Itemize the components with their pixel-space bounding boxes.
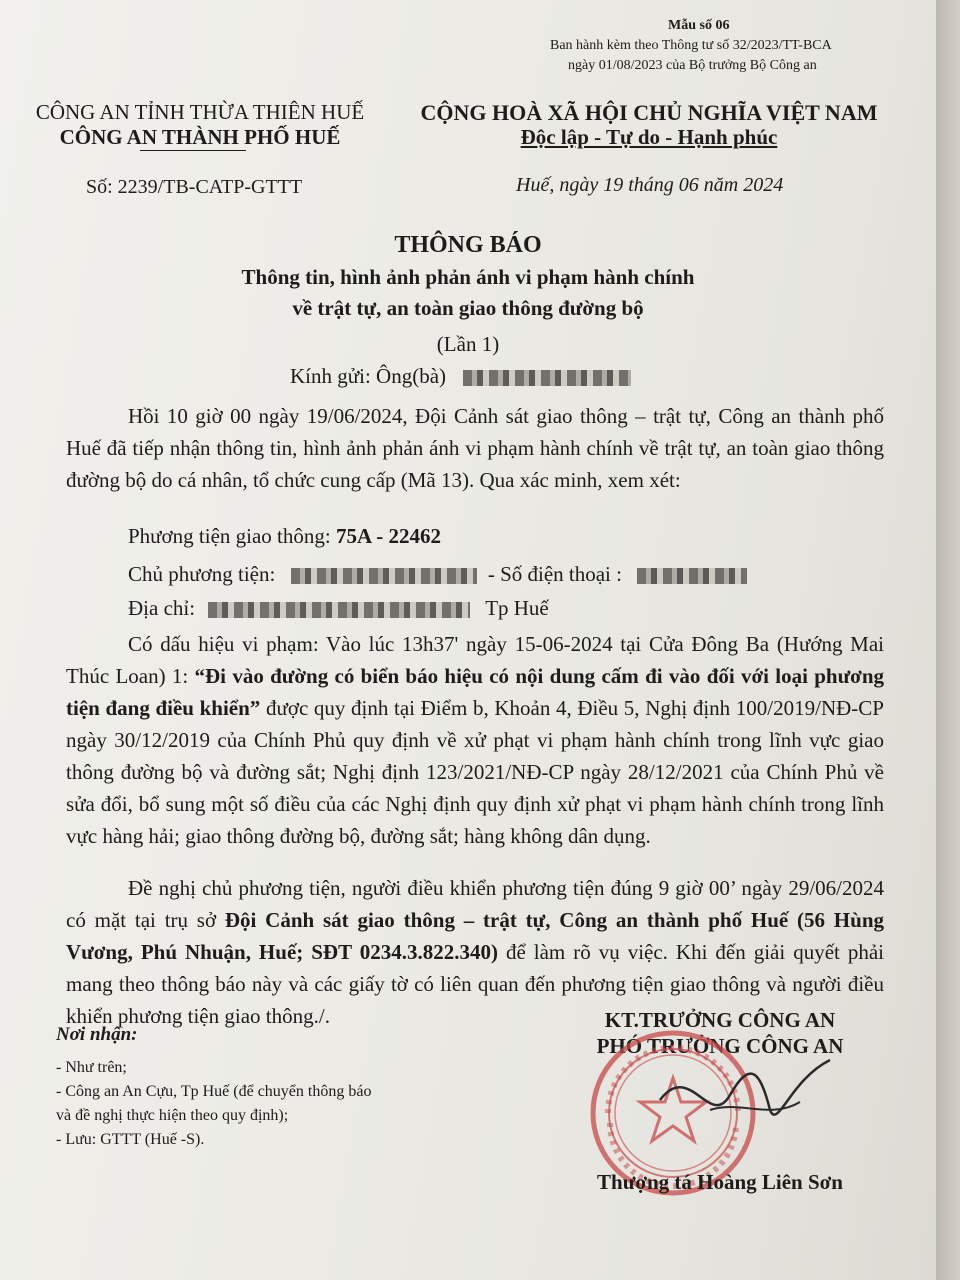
- violation-paragraph: [66, 628, 884, 852]
- agency-name: CÔNG AN THÀNH PHỐ HUẾ: [59, 125, 341, 149]
- doc-round: (Lần 1): [436, 332, 500, 356]
- address-city: Tp Huế: [485, 596, 549, 620]
- signature-scribble-icon: [650, 1040, 840, 1140]
- address-label: Địa chỉ:: [128, 596, 196, 620]
- recipients-list: [56, 1056, 526, 1152]
- recipients-title: Nơi nhận:: [56, 1024, 138, 1045]
- signature-title-2: PHÓ TRƯỞNG CÔNG AN: [596, 1034, 844, 1058]
- request-instructions: để làm rõ vụ việc. Khi đến giải quyết phải mang theo thông báo này và các giấy tờ có liên quan đến phương tiện giao thông và người điều khiển phương tiện giao thông./.: [66, 940, 884, 1028]
- agency-underline: [140, 150, 246, 151]
- address-line: [128, 596, 549, 621]
- signature-title-1: KT.TRƯỞNG CÔNG AN: [604, 1008, 836, 1032]
- doc-subtitle-1: Thông tin, hình ảnh phản ánh vi phạm hành chính: [241, 265, 695, 289]
- document-number: Số: 2239/TB-CATP-GTTT: [86, 176, 303, 198]
- redacted-phone: [637, 568, 747, 584]
- owner-label: Chủ phương tiện:: [128, 562, 276, 586]
- place-date: Huế, ngày 19 tháng 06 năm 2024: [516, 174, 784, 196]
- doc-subtitle-2: về trật tự, an toàn giao thông đường bộ: [292, 296, 644, 320]
- violation-text: Có dấu hiệu vi phạm: Vào lúc 13h37' ngày 15-06-2024 tại Cửa Đông Ba (Hướng Mai Thúc Loan) 1:: [66, 632, 884, 688]
- request-office: Đội Cảnh sát giao thông – trật tự, Công an thành phố Huế (56 Hùng Vương, Phú Nhuận, Huế; SĐT 0234.3.822.340): [66, 908, 884, 964]
- violation-legal-basis: được quy định tại Điểm b, Khoản 4, Điều 5, Nghị định 100/2019/NĐ-CP ngày 30/12/2019 của Chính Phủ quy định về xử phạt vi phạm hành chính trong lĩnh vực giao thông đường bộ và đường sắt; Nghị định 123/2021/NĐ-CP ngày 28/12/2021 của Chính Phủ về sửa đổi, bổ sung một số điều của các Nghị định quy định xử phạt vi phạm hành chính trong lĩnh vực hàng hải; giao thông đường bộ, đường sắt; hàng không dân dụng.: [66, 696, 884, 848]
- intro-paragraph: Hồi 10 giờ 00 ngày 19/06/2024, Đội Cảnh sát giao thông – trật tự, Công an thành phố Huế đã tiếp nhận thông tin, hình ảnh phản ánh vi phạm hành chính về trật tự, an toàn giao thông đường bộ do cá nhân, tổ chức cung cấp (Mã 13). Qua xác minh, xem xét:: [66, 404, 884, 492]
- agency-parent: CÔNG AN TỈNH THỪA THIÊN HUẾ: [35, 100, 365, 124]
- doc-title: THÔNG BÁO: [394, 232, 542, 258]
- recipient-label: Kính gửi: Ông(bà): [290, 364, 447, 388]
- recipient-item: và đề nghị thực hiện theo quy định);: [56, 1107, 289, 1124]
- recipient-item: - Lưu: GTTT (Huế -S).: [56, 1131, 205, 1148]
- vehicle-line: [128, 524, 441, 549]
- nation-name: CỘNG HOÀ XÃ HỘI CHỦ NGHĨA VIỆT NAM: [420, 100, 878, 125]
- recipient-item: - Công an An Cựu, Tp Huế (để chuyển thông báo: [56, 1083, 372, 1100]
- form-number: Mẫu số 06: [668, 18, 730, 33]
- signer-name: Thượng tá Hoàng Liên Sơn: [597, 1170, 843, 1194]
- owner-line: [128, 562, 747, 587]
- form-issued-line1: Ban hành kèm theo Thông tư số 32/2023/TT-BCA: [550, 38, 832, 53]
- phone-label: - Số điện thoại :: [487, 562, 622, 586]
- nation-motto: Độc lập - Tự do - Hạnh phúc: [520, 125, 778, 149]
- table-surface: [936, 0, 960, 1280]
- request-text: Đề nghị chủ phương tiện, người điều khiển phương tiện đúng 9 giờ 00’ ngày 29/06/2024 có mặt tại trụ sở: [66, 876, 884, 932]
- vehicle-label: Phương tiện giao thông:: [128, 524, 331, 548]
- vehicle-plate: 75A - 22462: [335, 524, 441, 548]
- violation-offense: “Đi vào đường có biển báo hiệu có nội dung cấm đi vào đối với loại phương tiện đang điều khiển”: [66, 664, 884, 720]
- redacted-address: [208, 602, 470, 618]
- redacted-name: [463, 370, 631, 386]
- redacted-owner: [291, 568, 477, 584]
- recipient-line: [290, 364, 631, 389]
- recipient-item: - Như trên;: [56, 1059, 127, 1076]
- form-issued-line2: ngày 01/08/2023 của Bộ trưởng Bộ Công an: [568, 58, 817, 73]
